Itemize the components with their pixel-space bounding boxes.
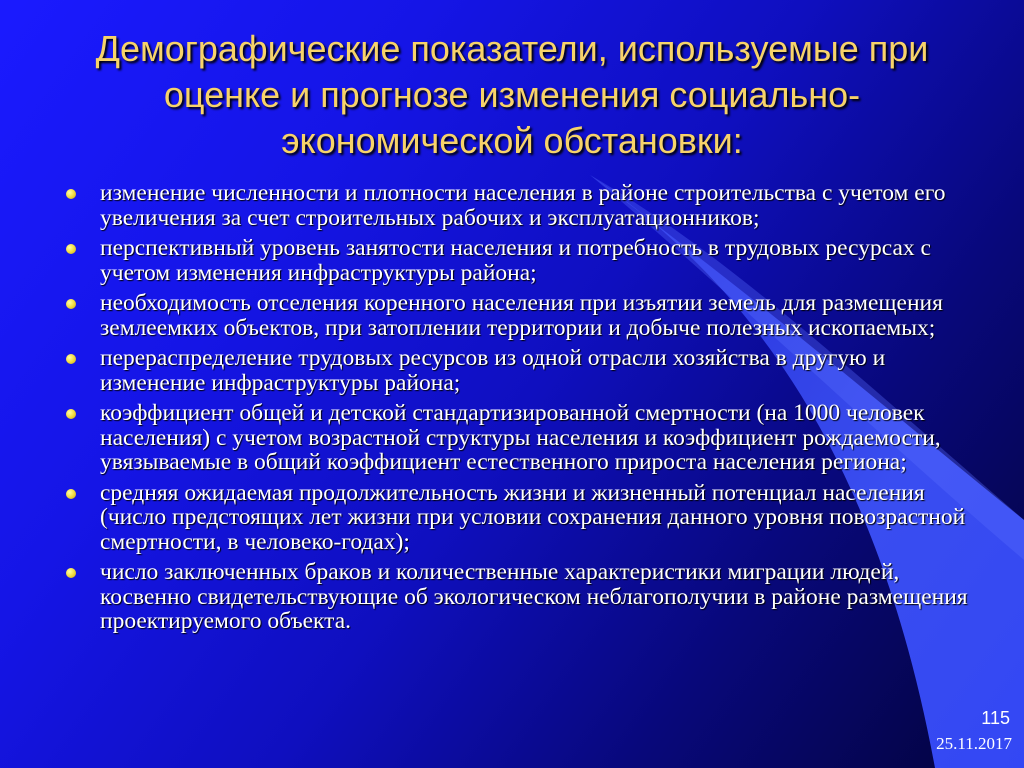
bullet-text: средняя ожидаемая продолжительность жизни и жизненный потенциал населения (число предстоящих лет жизни при условии сохранения данного уровня повозрастной смертности, в человеко-годах); <box>100 479 966 555</box>
bullet-text: изменение численности и плотности населения в районе строительства с учетом его увеличения за счет строительных рабочих и эксплуатационников; <box>100 180 946 231</box>
bullet-text: коэффициент общей и детской стандартизированной смертности (на 1000 человек населения) с учетом возрастной структуры населения и коэффициент рождаемости, увязываемые в общий коэффициент естественного прироста населения региона; <box>100 400 941 475</box>
bullet-text: число заключенных браков и количественные характеристики миграции людей, косвенно свидетельствующие об экологическом неблагополучии в районе размещения проектируемого объекта. <box>100 559 968 634</box>
page-number: 115 <box>981 708 1010 728</box>
bullet-list <box>62 181 982 640</box>
bullet-item <box>62 181 982 230</box>
yellow-sphere-bullet-icon <box>66 299 76 309</box>
slide-date: 25.11.2017 <box>936 734 1012 753</box>
yellow-sphere-bullet-icon <box>66 354 76 364</box>
yellow-sphere-bullet-icon <box>66 409 76 419</box>
yellow-sphere-bullet-icon <box>66 489 76 499</box>
bullet-item <box>62 236 982 285</box>
bullet-text: необходимость отселения коренного населения при изъятии земель для размещения землеемких объектов, при затоплении территории и добыче полезных ископаемых; <box>100 290 943 341</box>
yellow-sphere-bullet-icon <box>66 244 76 254</box>
bullet-item <box>62 481 982 555</box>
bullet-text: перераспределение трудовых ресурсов из одной отрасли хозяйства в другую и изменение инфраструктуры района; <box>100 345 886 396</box>
yellow-sphere-bullet-icon <box>66 568 76 578</box>
yellow-sphere-bullet-icon <box>66 189 76 199</box>
bullet-item <box>62 291 982 340</box>
slide-title: Демографические показатели, используемые при оценке и прогнозе изменения социально-экономической обстановки: <box>95 28 929 161</box>
bullet-item <box>62 560 982 634</box>
bullet-text: перспективный уровень занятости населения и потребность в трудовых ресурсах с учетом изменения инфраструктуры района; <box>100 235 931 286</box>
bullet-item <box>62 401 982 475</box>
bullet-item <box>62 346 982 395</box>
